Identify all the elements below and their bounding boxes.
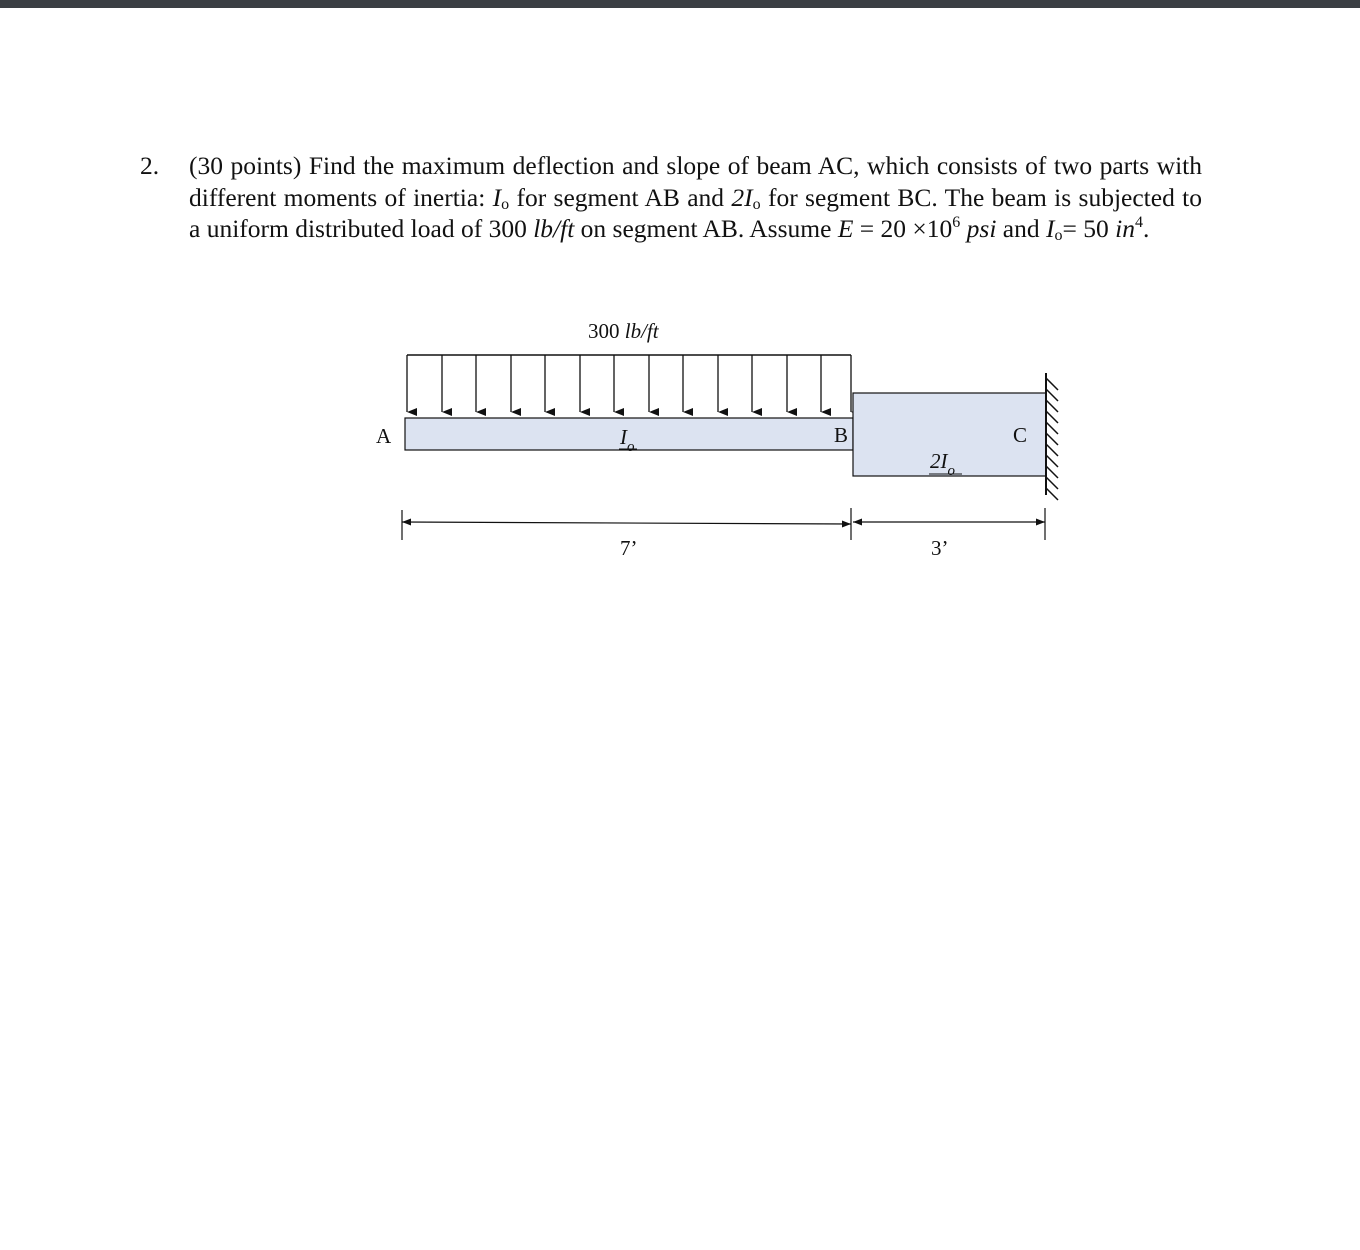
hatch-line bbox=[1046, 444, 1058, 456]
hatch-line bbox=[1046, 433, 1058, 445]
segment-bc-inertia-label: $2I_o$ bbox=[930, 449, 955, 479]
problem-number: 2. bbox=[140, 151, 160, 180]
hatch-line bbox=[1046, 455, 1058, 467]
hatch-line bbox=[1046, 400, 1058, 412]
distributed-load-arrows bbox=[407, 355, 851, 412]
hatch-line bbox=[1046, 422, 1058, 434]
dimension-line-bc bbox=[853, 508, 1045, 540]
hatch-line bbox=[1046, 389, 1058, 401]
label-c: C bbox=[1013, 423, 1028, 447]
segment-ab-inertia-label: $I_o$ bbox=[620, 425, 635, 455]
hatch-line bbox=[1046, 477, 1058, 489]
problem-text: (30 points) Find the maximum deflection and slope of beam AC, which consists of two parts with different moments of inertia: $I_o$ for segment AB and $2I_o$ for segment BC. The beam is subjected to a uniform distributed load of 300 lb/ft on segment AB. Assume $E = 20 \times 10^6$ psi and $I_o= 50$ $in^4$. bbox=[189, 151, 1203, 244]
problem-points: (30 points) bbox=[189, 151, 302, 180]
dimension-bc-label: 3’ bbox=[931, 536, 949, 560]
fixed-support-hatching bbox=[1046, 378, 1058, 500]
hatch-line bbox=[1046, 488, 1058, 500]
hatch-line bbox=[1046, 378, 1058, 390]
label-a: A bbox=[376, 424, 392, 448]
load-value-label: 300 lb/ft bbox=[588, 319, 659, 343]
hatch-line bbox=[1046, 466, 1058, 478]
label-b: B bbox=[834, 423, 849, 447]
hatch-line bbox=[1046, 411, 1058, 423]
dimension-ab-label: 7’ bbox=[620, 536, 638, 560]
